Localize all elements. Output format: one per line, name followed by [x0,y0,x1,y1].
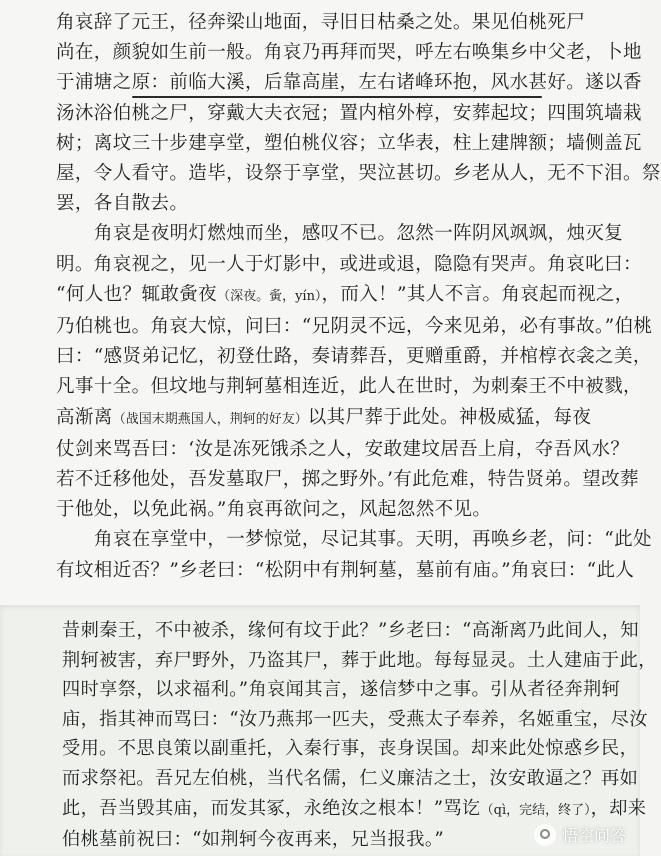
text-line: 凡事十全。但坟地与荆轲墓相连近，此人在世时，为刺秦王不中被戮， [56,376,642,398]
text-line: 荆轲被害，弃尸野外，乃盗其尸，葬于此地。每每显灵。土人建庙于此， [62,649,657,671]
annotation: （qì，完结，终了） [480,802,591,818]
text-line: 曰：“感贤弟记忆，初登仕路，奏请葬吾，更赠重爵，并棺椁衣衾之美， [56,346,652,368]
text-line: 罢，各自散去。 [56,193,189,215]
text-fragment: 此，吾当毁其庙，而发其冢，永绝汝之根本！”骂讫 [62,797,481,819]
text-line: 尚在，颜貌如生前一般。角哀乃再拜而哭，呼左右唤集乡中父老，卜地 [56,42,642,64]
text-line: 角哀辞了元王，径奔梁山地面，寻旧日枯桑之处。果见伯桃死尸 [56,12,586,33]
text-line [56,280,634,312]
watermark-logo [534,823,626,846]
text-line: 有坟相近否？”乡老曰：“松阴中有荆轲墓，墓前有庙。”角哀曰：“此人 [56,559,635,581]
text-line: 汤沐浴伯桃之尸，穿戴大夫衣冠；置内棺外椁，安葬起坟；四围筑墙栽 [56,102,642,124]
lower-text-block [62,616,657,855]
text-line: 乃伯桃也。角哀大惊，问曰：“兄阴灵不远，今来见弟，必有事故。”伯桃 [56,316,653,338]
text-line: 庙，指其神而骂曰：“汝乃燕邦一匹夫，受燕太子奉养，名姬重宝，尽汝 [62,708,648,730]
text-fragment: “何人也？辄敢夤夜 [56,283,218,305]
annotation: （战国末期燕国人，荆轲的好友） [112,411,308,427]
annotation: （深夜。夤，yín） [217,288,322,304]
text-line: 昔刺秦王，不中被杀，缘何有坟于此？”乡老曰：“高渐离乃此间人，知 [62,620,640,641]
text-line: 角哀是夜明灯燃烛而坐，感叹不已。忽然一阵阴风飒飒，烛灭复 [94,223,624,245]
text-line: 四时享祭，以求福利。”角哀闻其言，遂信梦中之事。引从者径奔荆轲 [62,679,621,701]
text-fragment: 高渐离 [56,406,113,428]
text-fragment: 以其尸葬于此处。神极威猛，每夜 [307,406,592,428]
text-line: 于他处，以免此祸。”角哀再欲问之，风起忽然不见。 [56,499,492,521]
text-line: 而求祭祀。吾兄左伯桃，当代名儒，仁义廉洁之士，汝安敢逼之？再如 [62,767,639,789]
text-line [62,794,647,826]
text-line: 树；离坟三十步建享堂，塑伯桃仪容；立华表，柱上建牌额；墙侧盖瓦 [56,132,642,154]
text-fragment: ，而入！”其人不言。角哀起而视之， [321,283,634,305]
text-fragment: ，却来 [590,797,647,819]
text-line: 若不迁移他处，吾发墓取尸，掷之野外。’有此危难，特告贤弟。望改葬 [56,469,639,491]
text-line: 角哀在享堂中，一梦惊觉，尽记其事。天明，再唤乡老，问：“此处 [94,529,652,551]
speech-bubble-icon [534,824,556,846]
text-line: 明。角哀视之，见一人于灯影中，或进或退，隐隐有哭声。角哀叱曰： [56,253,642,275]
text-line: 仗剑来骂吾曰：‘汝是冻死饿杀之人，安敢建坟居吾上肩，夺吾风水？ [56,438,630,460]
upper-text-block [56,8,661,586]
text-line: 伯桃墓前祝曰：“如荆轲今夜再来，兄当报我。” [62,829,445,851]
text-line [56,403,616,435]
text-line: 屋，令人看守。造毕，设祭于享堂，哭泣甚切。乡老从人，无不下泪。祭 [56,163,661,185]
text-line: 受用。不思良策以副重托，入秦行事，丧身误国。却来此处惊惑乡民， [62,738,639,760]
text-line: 于浦塘之原：前临大溪，后靠高崖，左右诸峰环抱，风水甚好。遂以香 [56,72,642,94]
lower-page-section [0,605,657,856]
watermark-text: 悟空问答 [561,826,626,845]
hand-drawn-underline [132,96,542,98]
